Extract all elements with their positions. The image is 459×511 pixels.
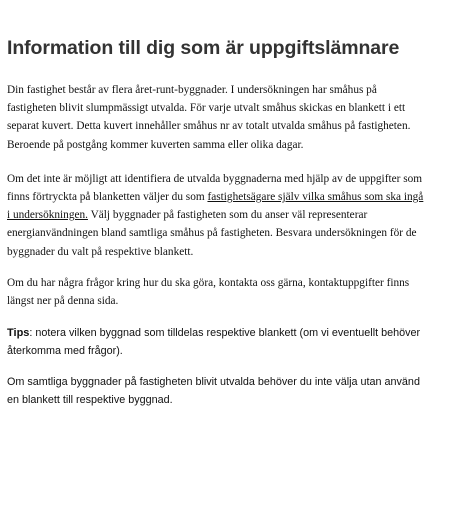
paragraph-all-selected: Om samtliga byggnader på fastigheten blivit utvalda behöver du inte välja utan använd en blankett till respektive byggnad. <box>7 375 420 406</box>
paragraph-tips <box>7 324 429 360</box>
paragraph-owner-choice-after: Välj byggnader på fastigheten som du anser väl representerar energianvändningen bland samtliga småhus på fastigheten. Besvara undersökningen för de byggnader du valt på respektive blankett. <box>7 209 417 258</box>
paragraph-contact: Om du har några frågor kring hur du ska göra, kontakta oss gärna, kontaktuppgifter finns längst ner på denna sida. <box>7 276 410 308</box>
tips-text: : notera vilken byggnad som tilldelas respektive blankett (om vi eventuellt behöver återkomma med frågor). <box>7 327 421 358</box>
paragraph-selection-info: Din fastighet består av flera året-runt-byggnader. I undersökningen har småhus på fastigheten blivit slumpmässigt utvalda. För varje utvalt småhus skickas en blankett i ett separat kuvert. Detta kuvert innehåller småhus nr av totalt utvalda småhus på fastigheten. Beroende på postgång kommer kuverten samma eller olika dagar. <box>7 84 411 151</box>
paragraph-owner-choice-before: Om det inte är möjligt att identifiera de utvalda byggnaderna med hjälp av de uppgifter som finns förtryckta på blanketten väljer du som <box>7 172 423 204</box>
paragraph-owner-choice-underlined: fastighetsägare själv vilka småhus som ska ingå i undersökningen. <box>7 191 424 222</box>
tips-label: Tips <box>7 327 30 340</box>
page-title: Information till dig som är uppgiftslämnare <box>7 37 400 59</box>
paragraph-owner-choice <box>7 170 429 261</box>
